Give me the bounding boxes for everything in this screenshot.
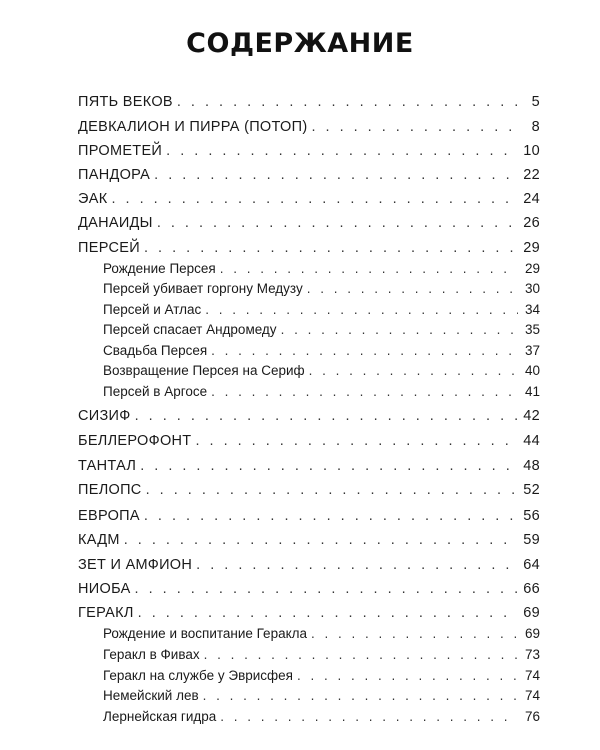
toc-entry-page: 10 (523, 143, 540, 159)
leader-dots (311, 624, 518, 644)
leader-dots (135, 406, 518, 426)
toc-entry-title: ДЕВКАЛИОН И ПИРРА (ПОТОП) (78, 119, 308, 135)
toc-entry[interactable] (78, 213, 540, 233)
leader-dots (157, 213, 518, 233)
toc-entry-page: 52 (523, 482, 540, 498)
toc-entry-page: 40 (524, 363, 540, 378)
toc-entry-title: ПЯТЬ ВЕКОВ (78, 94, 173, 110)
toc-entry-page: 73 (524, 647, 540, 662)
toc-entry-title: Лернейская гидра (103, 709, 217, 724)
toc-entry-page: 29 (524, 261, 540, 276)
toc-entry-page: 74 (524, 688, 540, 703)
leader-dots (220, 259, 518, 279)
toc-subentry[interactable] (103, 320, 540, 340)
toc-entry[interactable] (78, 555, 540, 575)
toc-entry-title: Персей и Атлас (103, 302, 202, 317)
toc-entry-title: СИЗИФ (78, 408, 131, 424)
toc-entry-title: Возвращение Персея на Сериф (103, 363, 305, 378)
toc-entry-page: 74 (524, 668, 540, 683)
toc-entry-page: 24 (523, 191, 540, 207)
leader-dots (138, 603, 518, 623)
toc-entry-page: 8 (531, 119, 540, 135)
toc-subentry[interactable] (103, 279, 540, 299)
toc-subentry[interactable] (103, 341, 540, 361)
leader-dots (297, 666, 518, 686)
leader-dots (307, 279, 518, 299)
leader-dots (205, 300, 518, 320)
toc-entry[interactable] (78, 506, 540, 526)
toc-subentry[interactable] (103, 361, 540, 381)
leader-dots (196, 555, 518, 575)
leader-dots (124, 530, 518, 550)
toc-entry[interactable] (78, 456, 540, 476)
toc-entry-title: Геракл на службе у Эврисфея (103, 668, 293, 683)
toc-entry-page: 66 (523, 581, 540, 597)
toc-entry-title: ПЕРСЕЙ (78, 240, 140, 256)
toc-entry[interactable] (78, 603, 540, 623)
toc-entry-page: 5 (531, 94, 540, 110)
toc-subentry[interactable] (103, 382, 540, 402)
toc-entry-title: Персей в Аргосе (103, 384, 208, 399)
toc-entry[interactable] (78, 530, 540, 550)
leader-dots (204, 645, 518, 665)
toc-entry-page: 48 (523, 458, 540, 474)
toc-entry[interactable] (78, 165, 540, 185)
toc-entry[interactable] (78, 92, 540, 112)
toc-entry-page: 35 (524, 322, 540, 337)
toc-entry-title: Персей убивает горгону Медузу (103, 281, 303, 296)
toc-entry-page: 22 (523, 167, 540, 183)
toc-entry-title: Свадьба Персея (103, 343, 208, 358)
toc-subentry[interactable] (103, 259, 540, 279)
toc-entry-title: Немейский лев (103, 688, 199, 703)
toc-entry-title: ПАНДОРА (78, 167, 151, 183)
toc-subentry[interactable] (103, 300, 540, 320)
toc-entry[interactable] (78, 238, 540, 258)
toc-subentry[interactable] (103, 707, 540, 727)
leader-dots (311, 117, 518, 137)
toc-entry[interactable] (78, 579, 540, 599)
toc-entry-page: 59 (523, 532, 540, 548)
toc-subentry[interactable] (103, 645, 540, 665)
toc-entry-title: Рождение и воспитание Геракла (103, 626, 308, 641)
toc-entry-page: 44 (523, 433, 540, 449)
leader-dots (309, 361, 518, 381)
toc-entry[interactable] (78, 141, 540, 161)
leader-dots (211, 341, 518, 361)
toc-entry-title: Геракл в Фивах (103, 647, 200, 662)
toc-entry-page: 29 (523, 240, 540, 256)
toc-entry-page: 76 (524, 709, 540, 724)
toc-entry[interactable] (78, 431, 540, 451)
page-title: СОДЕРЖАНИЕ (186, 28, 414, 59)
toc-entry-page: 64 (523, 557, 540, 573)
leader-dots (135, 579, 518, 599)
toc-entry-title: ЕВРОПА (78, 508, 140, 524)
toc-entry-page: 69 (523, 605, 540, 621)
toc-entry-title: НИОБА (78, 581, 131, 597)
leader-dots (140, 456, 518, 476)
leader-dots (211, 382, 518, 402)
toc-entry-page: 69 (524, 626, 540, 641)
leader-dots (220, 707, 518, 727)
toc-entry-page: 34 (524, 302, 540, 317)
leader-dots (166, 141, 518, 161)
toc-entry-page: 41 (524, 384, 540, 399)
toc-entry-title: Рождение Персея (103, 261, 216, 276)
toc-entry-title: ДАНАИДЫ (78, 215, 153, 231)
toc-entry-title: ЭАК (78, 191, 108, 207)
toc-entry-page: 26 (523, 215, 540, 231)
toc-entry-title: ПРОМЕТЕЙ (78, 143, 163, 159)
toc-entry-page: 37 (524, 343, 540, 358)
toc-entry-title: ПЕЛОПС (78, 482, 142, 498)
leader-dots (154, 165, 518, 185)
toc-entry-page: 42 (523, 408, 540, 424)
toc-subentry[interactable] (103, 686, 540, 706)
leader-dots (144, 506, 518, 526)
toc-subentry[interactable] (103, 624, 540, 644)
leader-dots (111, 189, 518, 209)
toc-entry-title: Персей спасает Андромеду (103, 322, 277, 337)
toc-entry[interactable] (78, 480, 540, 500)
toc-entry-title: БЕЛЛЕРОФОНТ (78, 433, 192, 449)
leader-dots (144, 238, 518, 258)
toc-subentry[interactable] (103, 666, 540, 686)
leader-dots (203, 686, 518, 706)
toc-entry-title: КАДМ (78, 532, 120, 548)
toc-entry-page: 30 (524, 281, 540, 296)
leader-dots (177, 92, 518, 112)
toc-entry[interactable] (78, 189, 540, 209)
toc-entry-title: ГЕРАКЛ (78, 605, 134, 621)
toc-entry[interactable] (78, 117, 540, 137)
toc-entry-page: 56 (523, 508, 540, 524)
toc-entry-title: ТАНТАЛ (78, 458, 137, 474)
leader-dots (146, 480, 518, 500)
toc-entry[interactable] (78, 406, 540, 426)
leader-dots (195, 431, 518, 451)
leader-dots (281, 320, 518, 340)
toc-entry-title: ЗЕТ И АМФИОН (78, 557, 193, 573)
